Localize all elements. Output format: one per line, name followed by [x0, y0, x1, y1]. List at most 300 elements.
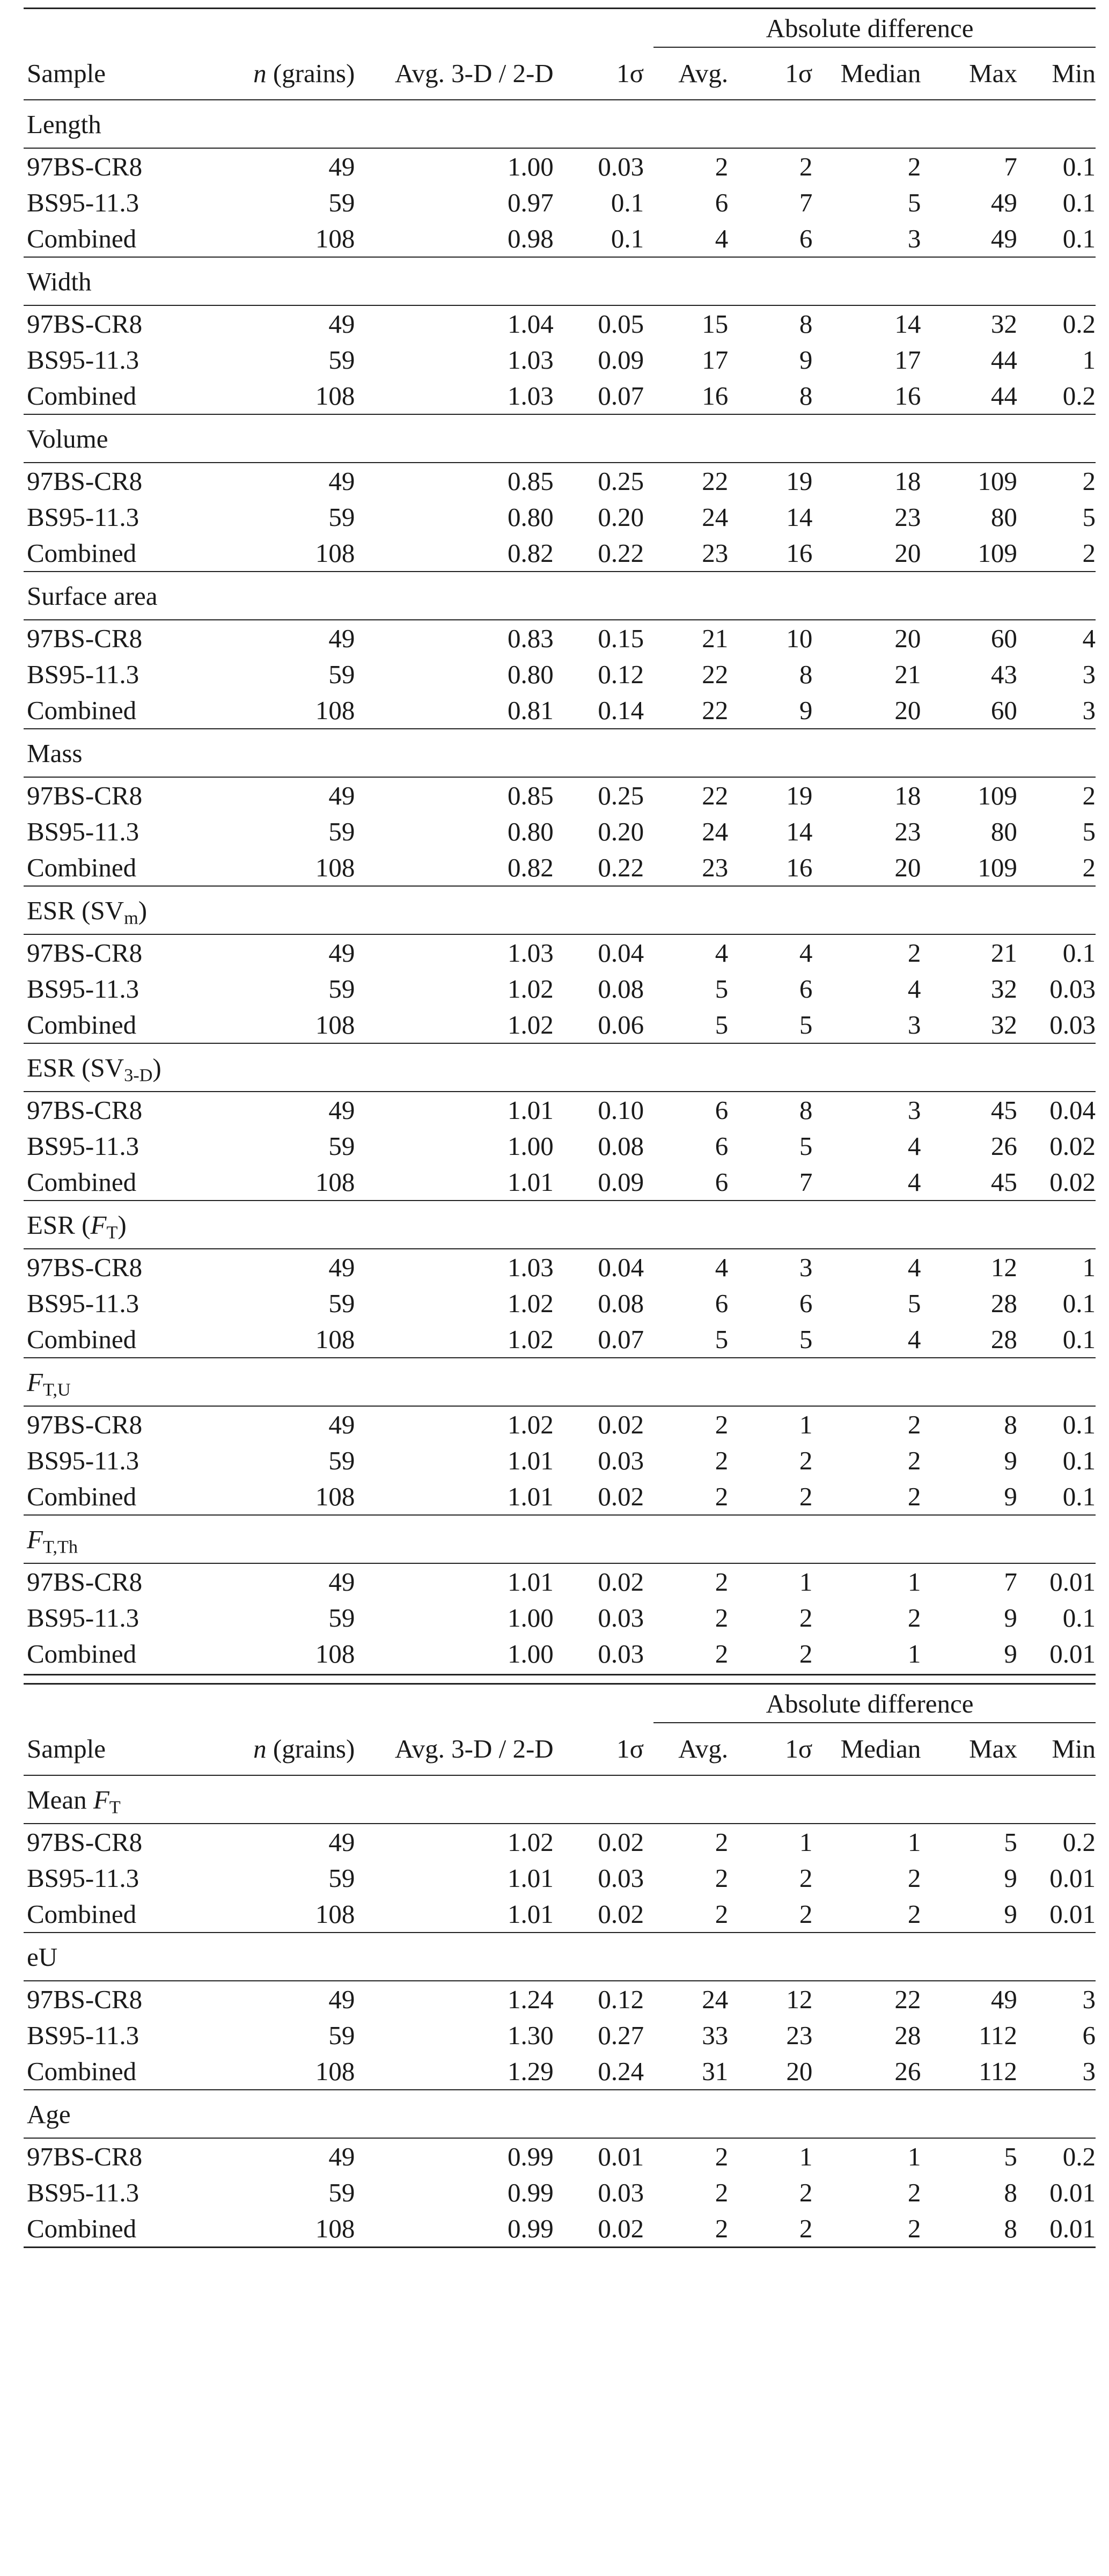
cell-abs-median: 20 — [894, 696, 921, 725]
cell-abs-max: 109 — [921, 777, 1017, 814]
cell-sigma: 0.02 — [554, 1824, 644, 1860]
cell-avg-ratio: 1.03 — [507, 381, 554, 411]
cell-sigma: 0.03 — [598, 1639, 644, 1668]
cell-abs-avg: 2 — [715, 1639, 729, 1668]
cell-abs-min: 3 — [1017, 1981, 1096, 2017]
cell-sigma: 0.03 — [598, 1603, 644, 1633]
abs-avg-header: Avg. — [678, 1733, 729, 1763]
cell-n-grains: 59 — [328, 660, 355, 689]
section-row — [24, 886, 1096, 934]
abs-median-header: Median — [840, 58, 921, 88]
cell-abs-min: 0.1 — [1062, 1289, 1096, 1318]
cell-n-grains: 59 — [328, 188, 355, 217]
cell-n-grains: 49 — [174, 2138, 355, 2175]
cell-avg-ratio: 0.99 — [355, 2211, 553, 2248]
cell-abs-median: 2 — [907, 1899, 921, 1929]
cell-abs-max: 9 — [1004, 1899, 1017, 1929]
cell-avg-ratio: 1.02 — [355, 1824, 553, 1860]
section-label-text: ESR (SV — [27, 1052, 124, 1082]
cell-abs-min: 0.03 — [1049, 1010, 1096, 1040]
section-label — [24, 729, 1096, 777]
cell-sigma: 0.24 — [598, 2057, 644, 2086]
table-row — [24, 148, 1096, 185]
cell-abs-sigma: 3 — [728, 1249, 812, 1285]
section-label-text: eU — [27, 1942, 58, 1972]
section-row — [24, 572, 1096, 620]
section-label — [24, 257, 1096, 305]
cell-abs-min: 0.1 — [1062, 1324, 1096, 1354]
cell-abs-sigma: 2 — [728, 148, 812, 185]
cell-sample: Combined — [24, 2211, 174, 2248]
table-row — [24, 1443, 1096, 1479]
cell-abs-avg: 2 — [715, 2178, 729, 2207]
cell-abs-median: 18 — [812, 777, 921, 814]
abs-avg-header: Avg. — [678, 58, 729, 88]
cell-n-grains: 108 — [315, 224, 355, 253]
cell-abs-max: 45 — [990, 1167, 1017, 1197]
cell-avg-ratio: 1.02 — [507, 1010, 554, 1040]
table-row — [24, 1981, 1096, 2017]
cell-abs-avg: 21 — [644, 620, 728, 656]
table-row — [24, 814, 1096, 850]
cell-sample: 97BS-CR8 — [24, 148, 174, 185]
cell-abs-min: 0.2 — [1062, 381, 1096, 411]
cell-abs-min: 0.1 — [1017, 148, 1096, 185]
cell-abs-avg: 22 — [644, 777, 728, 814]
cell-avg-ratio: 1.01 — [355, 1563, 553, 1600]
cell-abs-max: 44 — [990, 381, 1017, 411]
cell-sigma: 0.07 — [598, 381, 644, 411]
cell-abs-avg: 22 — [702, 660, 729, 689]
cell-n-grains: 108 — [174, 2211, 355, 2248]
cell-abs-max: 43 — [990, 660, 1017, 689]
cell-n-grains: 108 — [315, 1167, 355, 1197]
header-spacer — [554, 1684, 644, 1723]
cell-abs-max: 80 — [990, 817, 1017, 846]
cell-abs-max: 9 — [1004, 1446, 1017, 1475]
cell-abs-avg: 6 — [715, 1289, 729, 1318]
cell-avg-ratio: 0.80 — [507, 817, 554, 846]
cell-n-grains: 49 — [174, 1981, 355, 2017]
cell-n-grains: 49 — [174, 463, 355, 499]
cell-n-grains: 108 — [315, 381, 355, 411]
cell-n-grains: 59 — [328, 1289, 355, 1318]
cell-sample: 97BS-CR8 — [24, 1981, 174, 2017]
cell-abs-max: 49 — [921, 1981, 1017, 2017]
section-label-tail: ) — [152, 1052, 161, 1082]
cell-abs-min: 0.2 — [1017, 1824, 1096, 1860]
abs-max-header: Max — [969, 58, 1017, 88]
cell-abs-median: 1 — [907, 1639, 921, 1668]
cell-abs-median: 3 — [907, 224, 921, 253]
cell-abs-avg: 5 — [715, 1010, 729, 1040]
cell-avg-ratio: 0.82 — [507, 853, 554, 882]
table-row — [24, 1092, 1096, 1128]
n-grains-label: (grains) — [273, 58, 355, 88]
section-label-text: Surface area — [27, 581, 158, 611]
header-row-columns — [24, 1722, 1096, 1775]
cell-abs-min: 0.03 — [1049, 974, 1096, 1004]
cell-sample: BS95-11.3 — [27, 502, 139, 532]
cell-abs-min: 5 — [1082, 502, 1096, 532]
cell-abs-avg: 5 — [715, 974, 729, 1004]
cell-abs-max: 109 — [978, 538, 1017, 568]
section-row — [24, 100, 1096, 148]
cell-abs-sigma: 5 — [799, 1324, 813, 1354]
cell-n-grains: 108 — [315, 1482, 355, 1511]
section-label-subscript: T,U — [42, 1379, 71, 1400]
cell-avg-ratio: 1.30 — [507, 2021, 554, 2050]
cell-avg-ratio: 1.00 — [355, 148, 553, 185]
section-label-symbol: F — [93, 1784, 109, 1814]
cell-abs-avg: 22 — [644, 463, 728, 499]
cell-abs-min: 6 — [1082, 2021, 1096, 2050]
cell-sigma: 0.14 — [598, 696, 644, 725]
cell-sigma: 0.12 — [554, 1981, 644, 2017]
cell-abs-sigma: 9 — [799, 696, 813, 725]
cell-avg-ratio: 1.01 — [355, 1092, 553, 1128]
section-label-text: Volume — [27, 423, 108, 453]
cell-abs-max: 32 — [990, 974, 1017, 1004]
cell-abs-min: 0.01 — [1049, 1863, 1096, 1893]
abs-median-header: Median — [840, 1733, 921, 1763]
cell-abs-min: 0.02 — [1049, 1131, 1096, 1161]
section-label — [24, 572, 1096, 620]
table-row — [24, 850, 1096, 886]
cell-sample: BS95-11.3 — [27, 345, 139, 375]
cell-n-grains: 49 — [174, 1249, 355, 1285]
cell-abs-avg: 2 — [644, 1824, 728, 1860]
cell-sample: 97BS-CR8 — [24, 620, 174, 656]
cell-abs-avg: 15 — [644, 305, 728, 342]
cell-sigma: 0.02 — [554, 2211, 644, 2248]
cell-abs-sigma: 19 — [728, 463, 812, 499]
cell-abs-max: 8 — [921, 1406, 1017, 1443]
section-label-symbol: F — [27, 1524, 43, 1554]
table-row — [24, 1600, 1096, 1636]
section-label-tail: ) — [138, 895, 148, 925]
cell-abs-median: 26 — [894, 2057, 921, 2086]
header-row-group — [24, 1684, 1096, 1723]
cell-sample: 97BS-CR8 — [24, 1092, 174, 1128]
cell-sample: Combined — [27, 853, 137, 882]
cell-abs-median: 4 — [907, 974, 921, 1004]
cell-abs-avg: 31 — [702, 2057, 729, 2086]
cell-abs-max: 7 — [921, 148, 1017, 185]
cell-abs-median: 3 — [907, 1010, 921, 1040]
abs-sigma-header: 1σ — [785, 58, 813, 88]
cell-abs-max: 9 — [1004, 1639, 1017, 1668]
cell-abs-max: 60 — [990, 696, 1017, 725]
cell-abs-max: 45 — [921, 1092, 1017, 1128]
cell-abs-sigma: 23 — [786, 2021, 813, 2050]
cell-n-grains: 59 — [328, 502, 355, 532]
section-label-subscript: m — [124, 908, 138, 928]
cell-sigma: 0.25 — [554, 777, 644, 814]
header-spacer — [24, 9, 174, 47]
table-row — [24, 1164, 1096, 1201]
section-row — [24, 729, 1096, 777]
table-row — [24, 692, 1096, 729]
cell-avg-ratio: 0.99 — [355, 2138, 553, 2175]
cell-n-grains: 59 — [328, 1603, 355, 1633]
table-row — [24, 1860, 1096, 1896]
cell-abs-avg: 4 — [644, 1249, 728, 1285]
section-row — [24, 414, 1096, 463]
cell-sigma: 0.09 — [598, 345, 644, 375]
cell-abs-sigma: 7 — [799, 188, 813, 217]
cell-abs-avg: 24 — [702, 502, 729, 532]
section-row — [24, 1358, 1096, 1406]
cell-sample: 97BS-CR8 — [24, 305, 174, 342]
cell-abs-sigma: 2 — [728, 2211, 812, 2248]
cell-sigma: 0.03 — [598, 1446, 644, 1475]
cell-sigma: 0.1 — [611, 188, 644, 217]
cell-abs-sigma: 1 — [728, 2138, 812, 2175]
cell-n-grains: 49 — [174, 1563, 355, 1600]
cell-abs-sigma: 2 — [799, 1603, 813, 1633]
cell-abs-avg: 2 — [715, 1482, 729, 1511]
cell-abs-min: 3 — [1082, 660, 1096, 689]
cell-abs-min: 0.04 — [1017, 1092, 1096, 1128]
header-spacer — [174, 9, 355, 47]
results-table-part2 — [24, 1683, 1096, 2248]
n-grains-header — [174, 47, 355, 100]
section-label-text: Mass — [27, 738, 83, 768]
table-row — [24, 934, 1096, 971]
table-row — [24, 777, 1096, 814]
cell-abs-avg: 2 — [715, 1899, 729, 1929]
table-row — [24, 1896, 1096, 1933]
cell-sample: Combined — [27, 1639, 137, 1668]
cell-abs-avg: 23 — [702, 538, 729, 568]
cell-avg-ratio: 0.83 — [355, 620, 553, 656]
cell-sample: BS95-11.3 — [27, 188, 139, 217]
cell-avg-ratio: 1.01 — [507, 1446, 554, 1475]
table-row — [24, 1128, 1096, 1164]
cell-sample: BS95-11.3 — [27, 1131, 139, 1161]
cell-abs-sigma: 9 — [799, 345, 813, 375]
cell-avg-ratio: 1.03 — [355, 934, 553, 971]
cell-abs-median: 3 — [812, 1092, 921, 1128]
section-label — [24, 1515, 1096, 1563]
cell-sigma: 0.05 — [554, 305, 644, 342]
cell-sigma: 0.09 — [598, 1167, 644, 1197]
cell-abs-min: 1 — [1082, 345, 1096, 375]
cell-abs-max: 80 — [990, 502, 1017, 532]
cell-sigma: 0.03 — [598, 2178, 644, 2207]
cell-abs-sigma: 1 — [728, 1824, 812, 1860]
cell-abs-min: 0.01 — [1017, 1563, 1096, 1600]
cell-abs-avg: 2 — [644, 148, 728, 185]
table-row — [24, 2017, 1096, 2053]
table-row — [24, 305, 1096, 342]
section-label-text: ESR ( — [27, 1210, 91, 1240]
cell-n-grains: 49 — [174, 305, 355, 342]
cell-sample: 97BS-CR8 — [24, 1406, 174, 1443]
sample-header: Sample — [27, 58, 106, 88]
cell-avg-ratio: 1.03 — [355, 1249, 553, 1285]
table-row — [24, 1636, 1096, 1672]
cell-abs-sigma: 1 — [728, 1563, 812, 1600]
cell-n-grains: 49 — [174, 1406, 355, 1443]
cell-sample: 97BS-CR8 — [24, 2138, 174, 2175]
cell-abs-median: 4 — [907, 1131, 921, 1161]
table-row — [24, 1406, 1096, 1443]
section-label-text: Width — [27, 266, 92, 296]
cell-abs-sigma: 14 — [786, 502, 813, 532]
cell-abs-max: 109 — [978, 853, 1017, 882]
cell-avg-ratio: 0.80 — [507, 502, 554, 532]
cell-sample: Combined — [27, 538, 137, 568]
cell-abs-median: 2 — [812, 148, 921, 185]
cell-sigma: 0.02 — [598, 1482, 644, 1511]
table-row — [24, 185, 1096, 221]
cell-sigma: 0.01 — [554, 2138, 644, 2175]
cell-sigma: 0.04 — [554, 1249, 644, 1285]
section-row — [24, 1933, 1096, 1981]
section-label — [24, 1201, 1096, 1249]
cell-n-grains: 49 — [174, 148, 355, 185]
cell-abs-min: 5 — [1082, 817, 1096, 846]
table-row — [24, 1563, 1096, 1600]
cell-sample: Combined — [27, 1324, 137, 1354]
cell-avg-ratio: 1.04 — [355, 305, 553, 342]
cell-n-grains: 108 — [315, 853, 355, 882]
cell-avg-ratio: 0.97 — [507, 188, 554, 217]
cell-abs-sigma: 2 — [799, 1446, 813, 1475]
cell-abs-median: 23 — [894, 817, 921, 846]
cell-sample: Combined — [27, 224, 137, 253]
section-label-text: Mean — [27, 1784, 93, 1814]
cell-sigma: 0.12 — [598, 660, 644, 689]
header-spacer — [24, 1684, 174, 1723]
results-table-part1 — [24, 8, 1096, 1672]
cell-avg-ratio: 1.29 — [507, 2057, 554, 2086]
cell-abs-min: 0.2 — [1017, 305, 1096, 342]
cell-abs-median: 5 — [907, 1289, 921, 1318]
cell-abs-sigma: 2 — [799, 1639, 813, 1668]
section-row — [24, 1201, 1096, 1249]
cell-n-grains: 108 — [315, 1639, 355, 1668]
cell-abs-median: 2 — [907, 1863, 921, 1893]
table-row — [24, 620, 1096, 656]
cell-n-grains: 59 — [328, 817, 355, 846]
cell-abs-min: 0.02 — [1049, 1167, 1096, 1197]
cell-sample: 97BS-CR8 — [24, 463, 174, 499]
table-row — [24, 2175, 1096, 2211]
cell-sigma: 0.10 — [554, 1092, 644, 1128]
cell-abs-avg: 6 — [715, 1131, 729, 1161]
cell-abs-avg: 24 — [644, 1981, 728, 2017]
cell-sample: BS95-11.3 — [27, 1603, 139, 1633]
cell-sigma: 0.03 — [598, 1863, 644, 1893]
cell-abs-max: 32 — [990, 1010, 1017, 1040]
cell-abs-min: 0.01 — [1049, 1899, 1096, 1929]
cell-sample: BS95-11.3 — [27, 974, 139, 1004]
cell-abs-max: 49 — [990, 224, 1017, 253]
cell-abs-median: 4 — [907, 1167, 921, 1197]
section-label-text: Length — [27, 109, 101, 139]
cell-abs-avg: 5 — [715, 1324, 729, 1354]
section-label-subscript: T — [106, 1222, 118, 1243]
header-row-columns — [24, 47, 1096, 100]
cell-abs-sigma: 5 — [799, 1010, 813, 1040]
cell-abs-median: 1 — [812, 1563, 921, 1600]
cell-abs-min: 0.01 — [1049, 2178, 1096, 2207]
cell-abs-avg: 24 — [702, 817, 729, 846]
cell-abs-min: 0.1 — [1062, 188, 1096, 217]
table-row — [24, 221, 1096, 257]
cell-abs-median: 5 — [907, 188, 921, 217]
cell-abs-avg: 2 — [644, 2138, 728, 2175]
cell-avg-ratio: 1.02 — [507, 974, 554, 1004]
cell-avg-ratio: 0.82 — [507, 538, 554, 568]
table-row — [24, 378, 1096, 414]
cell-sample: BS95-11.3 — [27, 1446, 139, 1475]
sample-header: Sample — [27, 1733, 106, 1763]
cell-abs-sigma: 5 — [799, 1131, 813, 1161]
absolute-difference-underline — [653, 1722, 1096, 1723]
table-row — [24, 1479, 1096, 1515]
cell-abs-max: 12 — [921, 1249, 1017, 1285]
cell-abs-avg: 4 — [715, 224, 729, 253]
cell-sample: Combined — [27, 696, 137, 725]
section-row — [24, 1515, 1096, 1563]
cell-abs-min: 0.01 — [1049, 1639, 1096, 1668]
section-label-subscript: T,Th — [42, 1536, 78, 1557]
sigma-header: 1σ — [616, 58, 644, 88]
abs-min-header: Min — [1052, 58, 1096, 88]
cell-sample: BS95-11.3 — [27, 2178, 139, 2207]
cell-sigma: 0.1 — [611, 224, 644, 253]
cell-abs-min: 4 — [1017, 620, 1096, 656]
cell-sample: Combined — [27, 381, 137, 411]
cell-abs-min: 0.2 — [1017, 2138, 1096, 2175]
cell-sample: Combined — [27, 2057, 137, 2086]
cell-abs-median: 17 — [894, 345, 921, 375]
cell-sigma: 0.06 — [598, 1010, 644, 1040]
cell-n-grains: 108 — [315, 2057, 355, 2086]
section-label — [24, 100, 1096, 148]
cell-sigma: 0.22 — [598, 853, 644, 882]
cell-abs-sigma: 2 — [799, 1899, 813, 1929]
cell-sample: Combined — [27, 1899, 137, 1929]
cell-abs-avg: 2 — [715, 1863, 729, 1893]
cell-n-grains: 108 — [315, 1010, 355, 1040]
cell-abs-sigma: 12 — [728, 1981, 812, 2017]
cell-abs-median: 2 — [907, 1603, 921, 1633]
section-label-symbol: F — [27, 1367, 43, 1397]
cell-n-grains: 49 — [174, 1092, 355, 1128]
cell-abs-max: 109 — [921, 463, 1017, 499]
absolute-difference-header — [644, 1684, 1096, 1723]
cell-sample: BS95-11.3 — [27, 817, 139, 846]
cell-n-grains: 59 — [328, 2021, 355, 2050]
cell-abs-median: 2 — [907, 1446, 921, 1475]
cell-abs-median: 2 — [812, 2211, 921, 2248]
cell-abs-max: 9 — [1004, 1482, 1017, 1511]
abs-min-header: Min — [1052, 1733, 1096, 1763]
cell-abs-min: 0.1 — [1017, 1406, 1096, 1443]
cell-abs-avg: 2 — [715, 1446, 729, 1475]
cell-abs-sigma: 2 — [799, 2178, 813, 2207]
absolute-difference-header — [644, 9, 1096, 47]
cell-n-grains: 108 — [315, 538, 355, 568]
cell-sigma: 0.20 — [598, 502, 644, 532]
table-row — [24, 2053, 1096, 2090]
section-row — [24, 2090, 1096, 2138]
